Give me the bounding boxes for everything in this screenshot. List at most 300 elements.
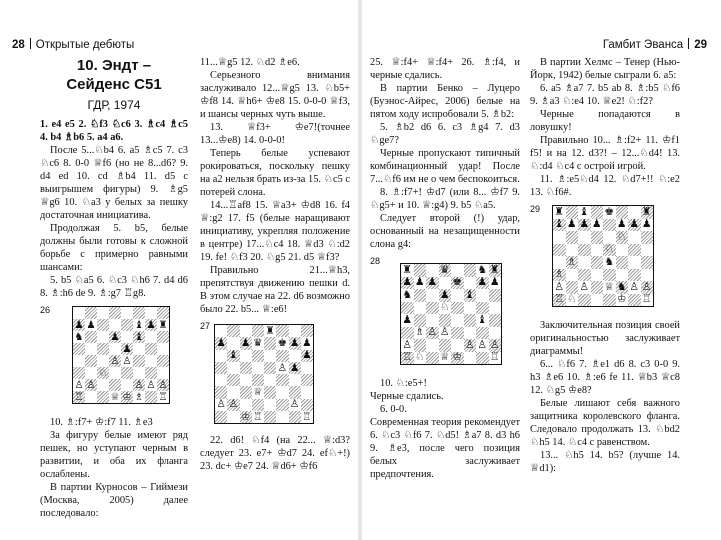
board-square — [464, 264, 477, 277]
paragraph: 13... ♘h5 14. b5? (лучше 14. ♕d1): — [530, 450, 680, 474]
board-square — [264, 362, 276, 374]
board-square — [603, 281, 616, 294]
board-square — [439, 327, 452, 340]
white-queen-icon: ♕ — [604, 279, 615, 293]
board-square — [426, 302, 439, 315]
black-pawn-icon: ♟ — [579, 217, 590, 231]
column-1 — [40, 56, 188, 520]
black-knight-icon: ♞ — [616, 279, 627, 293]
board-square — [97, 367, 109, 379]
black-king-icon: ♚ — [277, 337, 288, 350]
board-square — [578, 219, 591, 232]
board-square — [276, 374, 288, 386]
board-square — [464, 352, 477, 365]
board-square — [240, 337, 252, 349]
board-square — [289, 350, 301, 362]
board-square — [227, 386, 239, 398]
board-square — [133, 391, 145, 403]
board-square — [215, 386, 227, 398]
running-head-title: Гамбит Эванса — [602, 39, 684, 51]
board-square — [145, 391, 157, 403]
board-square — [85, 331, 97, 343]
board-square — [73, 391, 85, 403]
white-pawn-icon: ♙ — [277, 361, 288, 374]
black-knight-icon: ♞ — [477, 262, 488, 276]
white-rook-icon: ♖ — [253, 410, 263, 423]
page-number: 29 — [694, 39, 707, 51]
board-square — [121, 367, 133, 379]
board-square — [276, 399, 288, 411]
board-square — [426, 352, 439, 365]
black-pawn-icon: ♟ — [591, 217, 602, 231]
chess-diagram — [200, 320, 350, 426]
board-square — [641, 294, 654, 307]
black-pawn-icon: ♟ — [489, 275, 500, 289]
board-square — [289, 411, 301, 423]
white-rook-icon: ♖ — [302, 410, 312, 423]
black-pawn-icon: ♟ — [302, 349, 312, 362]
board-square — [591, 281, 604, 294]
board-square — [414, 352, 427, 365]
board-square — [591, 269, 604, 282]
chess-diagram — [370, 255, 520, 369]
white-king-icon: ♔ — [452, 350, 463, 364]
board-square — [73, 307, 85, 319]
board-square — [616, 231, 629, 244]
board-square — [616, 244, 629, 257]
black-pawn-icon: ♟ — [86, 318, 96, 331]
board-square — [276, 411, 288, 423]
board-square — [133, 307, 145, 319]
board-square — [227, 337, 239, 349]
board-square — [566, 294, 579, 307]
diagram-number: 29 — [530, 204, 541, 214]
board-square — [145, 367, 157, 379]
board-square — [264, 374, 276, 386]
board-square — [641, 256, 654, 269]
black-bishop-icon: ♝ — [464, 287, 475, 301]
event-caption: ГДР, 1974 — [87, 98, 141, 112]
paragraph: Следует второй (!) удар, основанный на незащищенности слона g4: — [370, 213, 520, 250]
board-square — [264, 350, 276, 362]
board-square — [628, 256, 641, 269]
board-square — [240, 350, 252, 362]
board-square — [240, 362, 252, 374]
board-square — [121, 319, 133, 331]
black-bishop-icon: ♝ — [134, 318, 144, 331]
black-pawn-icon: ♟ — [146, 318, 156, 331]
board-square — [566, 219, 579, 232]
board-square — [451, 289, 464, 302]
board-square — [603, 219, 616, 232]
black-rook-icon: ♜ — [265, 324, 275, 337]
board-square — [628, 281, 641, 294]
board-square — [85, 391, 97, 403]
board-square — [145, 319, 157, 331]
board-square — [426, 289, 439, 302]
board-square — [591, 256, 604, 269]
board-square — [289, 337, 301, 349]
board-square — [553, 219, 566, 232]
white-pawn-icon: ♙ — [641, 279, 652, 293]
white-rook-icon: ♖ — [489, 350, 500, 364]
board-square — [414, 289, 427, 302]
board-square — [603, 206, 616, 219]
paragraph: Черные попадаются в ловушку! — [530, 109, 680, 133]
board-square — [603, 256, 616, 269]
board-square — [414, 277, 427, 290]
white-pawn-icon: ♙ — [629, 279, 640, 293]
board-square — [426, 339, 439, 352]
board-square — [252, 325, 264, 337]
white-king-icon: ♔ — [122, 390, 132, 403]
black-pawn-icon: ♟ — [402, 275, 413, 289]
black-queen-icon: ♛ — [439, 262, 450, 276]
board-square — [252, 399, 264, 411]
board-square — [276, 337, 288, 349]
white-knight-icon: ♘ — [616, 229, 627, 243]
board-square — [616, 256, 629, 269]
white-knight-icon: ♘ — [98, 366, 108, 379]
board-square — [641, 244, 654, 257]
white-queen-icon: ♕ — [110, 390, 120, 403]
board-square — [276, 325, 288, 337]
board-square — [578, 281, 591, 294]
paragraph: 13. ♕f3+ ♔e7!(точнее 13...♔e8) 14. 0-0-0! — [200, 122, 350, 146]
black-pawn-icon: ♟ — [439, 287, 450, 301]
board-square — [227, 411, 239, 423]
board-square — [121, 331, 133, 343]
paragraph: Продолжая 5. b5, белые должны были готовы к сложной борьбе с примерно равными шансами: — [40, 223, 188, 273]
column-2 — [200, 56, 350, 473]
board-square — [73, 355, 85, 367]
paragraph: Серьезного внимания заслуживало 12...♕g5 13. ♘b5+ ♔f8 14. ♕h6+ ♔e8 15. 0-0-0 ♕f3, и шансы черных чуть выше. — [200, 70, 350, 120]
board-square — [578, 294, 591, 307]
board-square — [121, 379, 133, 391]
paragraph: Черные пропускают типичный комбинационный удар! После 7...♘f6 им не о чем беспокоиться. — [370, 148, 520, 185]
board-square — [252, 374, 264, 386]
black-pawn-icon: ♟ — [427, 275, 438, 289]
board-square — [252, 411, 264, 423]
paragraph: 11...♕g5 12. ♘d2 ♗e6. — [200, 57, 300, 68]
white-pawn-icon: ♙ — [74, 378, 84, 391]
board-square — [85, 319, 97, 331]
paragraph: 5. ♗b2 d6 6. c3 ♗g4 7. d3 ♘ge7? — [370, 122, 520, 146]
board-square — [289, 374, 301, 386]
board-square — [252, 337, 264, 349]
board-square — [157, 331, 169, 343]
board-square — [489, 277, 502, 290]
black-pawn-icon: ♟ — [641, 217, 652, 231]
board-square — [97, 307, 109, 319]
paragraph: Белые лишают себя важного защитника королевского фланга. Следовало продолжать 13. ♘bd2 ♘h5 14. ♘c4 с равенством. — [530, 398, 680, 448]
board-square — [145, 355, 157, 367]
black-king-icon: ♚ — [452, 275, 463, 289]
paragraph: 22. d6! ♘f4 (на 22... ♕:d3? следует 23. e7+ ♔d7 24. ef♘+!) 23. dc+ ♔e7 24. ♕d6+ ♔f6 — [200, 435, 350, 472]
white-knight-icon: ♘ — [414, 350, 425, 364]
board-square — [578, 244, 591, 257]
board-square — [464, 339, 477, 352]
board-square — [133, 331, 145, 343]
paragraph: 10. ♗:f7+ ♔:f7 11. ♗e3 — [50, 417, 153, 428]
board-square — [157, 343, 169, 355]
board-square — [109, 391, 121, 403]
board-square — [85, 307, 97, 319]
white-pawn-icon: ♙ — [289, 398, 300, 411]
board-square — [215, 337, 227, 349]
chessboard — [72, 306, 170, 404]
black-knight-icon: ♞ — [604, 254, 615, 268]
board-square — [578, 256, 591, 269]
board-square — [240, 374, 252, 386]
paragraph: Современная теория рекомендует 6. ♘c3 ♘f6 7. ♘d5! ♗a7 8. d3 h6 9. ♗e3, после чего позиция белых заслуживает предпочтения. — [370, 417, 520, 480]
paragraph: В партии Бенко – Луцеро (Буэнос-Айрес, 2006) белые на пятом ходу испробовали 5. ♗b2: — [370, 83, 520, 120]
board-square — [121, 355, 133, 367]
board-square — [97, 331, 109, 343]
board-square — [451, 314, 464, 327]
white-knight-icon: ♘ — [566, 292, 577, 306]
black-rook-icon: ♜ — [554, 204, 565, 218]
board-square — [109, 319, 121, 331]
board-square — [133, 367, 145, 379]
board-square — [215, 399, 227, 411]
diagram-number: 27 — [200, 321, 211, 331]
board-square — [301, 411, 313, 423]
black-pawn-icon: ♟ — [289, 337, 300, 350]
running-head-title: Открытые дебюты — [35, 39, 135, 51]
board-square — [215, 350, 227, 362]
chess-diagram — [40, 304, 188, 408]
board-square — [240, 399, 252, 411]
paragraph: Теперь белые успевают рокироваться, поскольку пешку на a2 нельзя брать из-за 15. ♘c5 с потерей слона. — [200, 148, 350, 198]
running-head-right — [603, 38, 707, 51]
chapter-title — [40, 56, 188, 94]
page-number: 28 — [12, 39, 25, 51]
board-square — [133, 379, 145, 391]
white-pawn-icon: ♙ — [439, 325, 450, 339]
board-square — [121, 343, 133, 355]
board-square — [628, 294, 641, 307]
paragraph: В партии Хелмс – Тенер (Нью-Йорк, 1942) белые сыграли 6. a5: — [530, 57, 680, 81]
black-rook-icon: ♜ — [158, 318, 168, 331]
board-square — [414, 327, 427, 340]
board-square — [157, 355, 169, 367]
white-rook-icon: ♖ — [402, 350, 413, 364]
board-square — [240, 325, 252, 337]
board-square — [252, 362, 264, 374]
board-square — [145, 307, 157, 319]
paragraph: 6... ♘f6 7. ♗e1 d6 8. c3 0-0 9. h3 ♗e6 10. ♗:e6 fe 11. ♕b3 ♕c8 12. ♘g5 ♔e8? — [530, 359, 680, 396]
running-head-left — [12, 38, 134, 51]
board-square — [133, 343, 145, 355]
diagram-number: 26 — [40, 305, 51, 315]
board-square — [641, 219, 654, 232]
board-square — [401, 352, 414, 365]
board-square — [451, 352, 464, 365]
white-bishop-icon: ♗ — [554, 267, 565, 281]
board-square — [109, 367, 121, 379]
board-square — [426, 327, 439, 340]
black-bishop-icon: ♝ — [477, 312, 488, 326]
black-pawn-icon: ♟ — [122, 342, 132, 355]
paragraph: 11. ♗:e5♘d4 12. ♘d7+!! ♘:e2 13. ♘f6#. — [530, 174, 680, 198]
board-square — [476, 289, 489, 302]
board-square — [628, 219, 641, 232]
board-square — [227, 362, 239, 374]
chess-diagram — [530, 203, 680, 311]
white-knight-icon: ♘ — [439, 300, 450, 314]
board-square — [215, 411, 227, 423]
paragraph: Заключительная позиция своей оригинальностью заслуживает диаграммы! — [530, 320, 680, 357]
board-square — [133, 355, 145, 367]
board-square — [227, 325, 239, 337]
black-rook-icon: ♜ — [402, 262, 413, 276]
board-square — [289, 325, 301, 337]
paragraph: За фигуру белые имеют ряд пешек, но уступают черным в развитии, и оба их фланга ослаблены. — [40, 430, 188, 480]
board-square — [553, 244, 566, 257]
board-square — [464, 302, 477, 315]
paragraph: 1. e4 e5 2. ♘f3 ♘c6 3. ♗c4 ♗c5 4. b4 ♗b6 5. a4 a6. — [40, 119, 188, 143]
black-pawn-icon: ♟ — [402, 312, 413, 326]
paragraph: 25. ♕:f4+ ♕:f4+ 26. ♗:f4, и черные сдались. — [370, 57, 520, 81]
black-knight-icon: ♞ — [402, 287, 413, 301]
board-square — [451, 302, 464, 315]
board-square — [289, 362, 301, 374]
board-square — [240, 386, 252, 398]
black-rook-icon: ♜ — [489, 262, 500, 276]
black-bishop-icon: ♝ — [134, 330, 144, 343]
board-square — [157, 319, 169, 331]
black-pawn-icon: ♟ — [629, 217, 640, 231]
board-square — [97, 319, 109, 331]
paragraph: 5. b5 ♘a5 6. ♘c3 ♘h6 7. d4 d6 8. ♗:h6 de 9. ♗:g7 ♖g8. — [40, 275, 188, 299]
board-square — [215, 325, 227, 337]
board-square — [464, 314, 477, 327]
white-pawn-icon: ♙ — [134, 378, 144, 391]
paragraph: Правильно 10... ♗:f2+ 11. ♔f1 f5! и на 12. d3?! – 12...♘d4! 13. ♘:d4 ♘c4 с острой игрой. — [530, 135, 680, 172]
white-knight-icon: ♘ — [604, 242, 615, 256]
white-king-icon: ♔ — [616, 292, 627, 306]
white-pawn-icon: ♙ — [228, 398, 239, 411]
board-square — [157, 391, 169, 403]
board-square — [109, 343, 121, 355]
black-king-icon: ♚ — [604, 204, 615, 218]
chapter-title-line: 10. Эндт – — [76, 57, 152, 74]
board-square — [603, 294, 616, 307]
board-square — [157, 367, 169, 379]
board-square — [97, 391, 109, 403]
board-square — [476, 277, 489, 290]
white-rook-icon: ♖ — [641, 292, 652, 306]
board-square — [489, 352, 502, 365]
board-square — [616, 294, 629, 307]
paragraph: 8. ♗:f7+! ♔d7 (или 8... ♔f7 9. ♘g5+ и 10. ♕:g4) 9. b5 ♘a5. — [370, 187, 520, 211]
white-rook-icon: ♖ — [554, 292, 565, 306]
board-square — [301, 374, 313, 386]
board-square — [451, 327, 464, 340]
board-square — [73, 367, 85, 379]
board-square — [73, 331, 85, 343]
board-square — [591, 244, 604, 257]
board-square — [566, 231, 579, 244]
left-page — [0, 0, 358, 540]
white-rook-icon: ♖ — [74, 390, 84, 403]
board-square — [215, 374, 227, 386]
chessboard — [400, 263, 502, 365]
board-square — [426, 277, 439, 290]
white-pawn-icon: ♙ — [158, 378, 168, 391]
board-square — [414, 302, 427, 315]
board-square — [301, 325, 313, 337]
black-pawn-icon: ♟ — [240, 337, 251, 350]
paragraph: 6. 0-0. — [380, 404, 407, 415]
board-square — [439, 264, 452, 277]
board-square — [591, 219, 604, 232]
white-pawn-icon: ♙ — [579, 279, 590, 293]
board-square — [252, 386, 264, 398]
board-square — [133, 319, 145, 331]
board-square — [641, 231, 654, 244]
board-square — [145, 379, 157, 391]
board-square — [289, 386, 301, 398]
black-pawn-icon: ♟ — [74, 318, 84, 331]
paragraph: Правильно 21...♕h3, препятствуя движению пешки d. В этом случае на 22. d6 возможно было 22. b5... ♕:e6! — [200, 265, 350, 315]
white-pawn-icon: ♙ — [427, 325, 438, 339]
board-square — [628, 231, 641, 244]
black-rook-icon: ♜ — [641, 204, 652, 218]
white-king-icon: ♔ — [240, 410, 251, 423]
board-square — [73, 319, 85, 331]
chessboard — [214, 324, 314, 424]
white-pawn-icon: ♙ — [110, 354, 120, 367]
board-square — [566, 269, 579, 282]
white-pawn-icon: ♙ — [477, 337, 488, 351]
chapter-title-line: Сейденс С51 — [66, 76, 162, 93]
board-square — [591, 294, 604, 307]
black-pawn-icon: ♟ — [216, 337, 226, 350]
board-square — [628, 244, 641, 257]
board-square — [476, 352, 489, 365]
board-square — [276, 386, 288, 398]
board-square — [157, 307, 169, 319]
white-pawn-icon: ♙ — [86, 378, 96, 391]
white-bishop-icon: ♗ — [566, 254, 577, 268]
board-square — [301, 386, 313, 398]
board-square — [145, 343, 157, 355]
board-square — [97, 379, 109, 391]
board-square — [157, 379, 169, 391]
board-square — [301, 399, 313, 411]
white-rook-icon: ♖ — [158, 390, 168, 403]
black-pawn-icon: ♟ — [477, 275, 488, 289]
white-pawn-icon: ♙ — [402, 337, 413, 351]
board-square — [553, 294, 566, 307]
board-square — [566, 256, 579, 269]
black-bishop-icon: ♝ — [554, 217, 565, 231]
board-square — [264, 411, 276, 423]
board-square — [401, 314, 414, 327]
board-square — [85, 367, 97, 379]
board-square — [301, 350, 313, 362]
board-square — [439, 302, 452, 315]
board-square — [97, 355, 109, 367]
white-pawn-icon: ♙ — [489, 337, 500, 351]
board-square — [301, 362, 313, 374]
white-pawn-icon: ♙ — [122, 354, 132, 367]
white-queen-icon: ♕ — [253, 386, 263, 399]
board-square — [227, 374, 239, 386]
black-pawn-icon: ♟ — [414, 275, 425, 289]
